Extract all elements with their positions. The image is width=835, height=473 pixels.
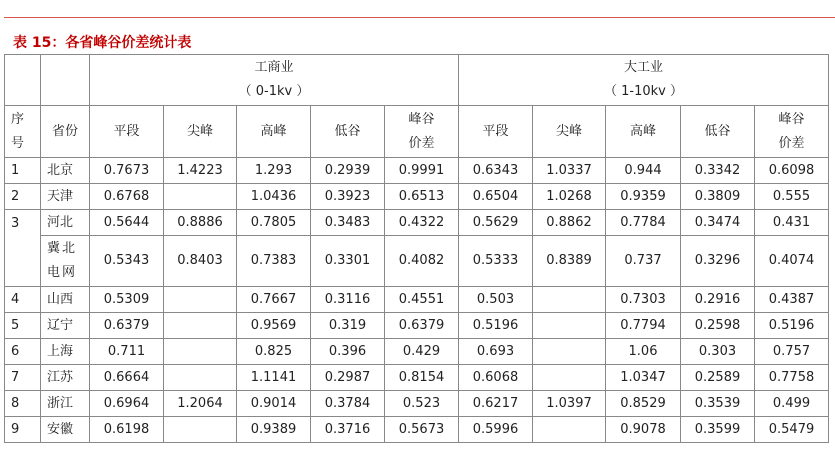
value-cell: 0.7667 bbox=[237, 287, 311, 313]
value-cell: 1.0397 bbox=[533, 391, 606, 417]
value-cell: 0.4387 bbox=[755, 287, 829, 313]
table-row bbox=[5, 391, 829, 417]
row-number: 6 bbox=[5, 339, 41, 365]
value-cell: 0.503 bbox=[459, 287, 533, 313]
value-cell: 1.06 bbox=[606, 339, 681, 365]
table-title: 表 15：各省峰谷价差统计表 bbox=[13, 35, 192, 51]
value-cell: 0.499 bbox=[755, 391, 829, 417]
value-cell: 1.4223 bbox=[164, 158, 237, 184]
header-rule bbox=[4, 17, 835, 18]
value-cell: 0.9991 bbox=[385, 158, 459, 184]
value-cell: 0.2939 bbox=[311, 158, 385, 184]
value-cell: 0.6664 bbox=[90, 365, 164, 391]
value-cell: 0.9359 bbox=[606, 184, 681, 210]
value-cell: 0.2589 bbox=[681, 365, 755, 391]
value-cell: 0.825 bbox=[237, 339, 311, 365]
value-cell bbox=[533, 417, 606, 443]
value-cell: 1.2064 bbox=[164, 391, 237, 417]
value-cell: 0.3599 bbox=[681, 417, 755, 443]
value-cell: 0.8529 bbox=[606, 391, 681, 417]
row-number: 7 bbox=[5, 365, 41, 391]
value-cell: 0.3539 bbox=[681, 391, 755, 417]
province-cell: 浙江 bbox=[41, 391, 90, 417]
header-row-columns bbox=[5, 106, 829, 158]
value-cell: 0.429 bbox=[385, 339, 459, 365]
value-cell: 0.5996 bbox=[459, 417, 533, 443]
col-header-flat: 平段 bbox=[90, 106, 164, 158]
value-cell: 0.737 bbox=[606, 236, 681, 287]
value-cell: 0.5644 bbox=[90, 210, 164, 236]
row-number: 1 bbox=[5, 158, 41, 184]
value-cell: 0.6513 bbox=[385, 184, 459, 210]
province-cell: 安徽 bbox=[41, 417, 90, 443]
group-label: 工商业 bbox=[254, 60, 294, 75]
row-number: 8 bbox=[5, 391, 41, 417]
header-row-groups bbox=[5, 55, 829, 106]
value-cell: 0.5333 bbox=[459, 236, 533, 287]
table-row bbox=[5, 417, 829, 443]
value-cell: 0.5629 bbox=[459, 210, 533, 236]
value-cell: 0.5309 bbox=[90, 287, 164, 313]
province-cell: 天津 bbox=[41, 184, 90, 210]
value-cell: 0.6068 bbox=[459, 365, 533, 391]
value-cell: 0.711 bbox=[90, 339, 164, 365]
value-cell: 0.7758 bbox=[755, 365, 829, 391]
value-cell: 0.6217 bbox=[459, 391, 533, 417]
value-cell: 0.4082 bbox=[385, 236, 459, 287]
value-cell: 0.8403 bbox=[164, 236, 237, 287]
value-cell: 0.5343 bbox=[90, 236, 164, 287]
value-cell: 0.523 bbox=[385, 391, 459, 417]
row-number: 2 bbox=[5, 184, 41, 210]
table-row bbox=[5, 158, 829, 184]
value-cell: 0.6098 bbox=[755, 158, 829, 184]
value-cell: 0.5196 bbox=[755, 313, 829, 339]
table-row bbox=[5, 287, 829, 313]
col-header-sharp-peak: 尖峰 bbox=[164, 106, 237, 158]
value-cell bbox=[164, 417, 237, 443]
col-header-peak: 高峰 bbox=[237, 106, 311, 158]
col-header-no: 序号 bbox=[5, 106, 41, 158]
value-cell: 1.0347 bbox=[606, 365, 681, 391]
value-cell: 0.9569 bbox=[237, 313, 311, 339]
value-cell: 1.0337 bbox=[533, 158, 606, 184]
col-header-sharp-peak: 尖峰 bbox=[533, 106, 606, 158]
blank-cell bbox=[5, 55, 41, 106]
table-row bbox=[5, 236, 829, 287]
value-cell: 0.9389 bbox=[237, 417, 311, 443]
col-header-spread: 峰谷价差 bbox=[385, 106, 459, 158]
value-cell: 0.7303 bbox=[606, 287, 681, 313]
row-number: 3 bbox=[5, 210, 41, 287]
value-cell: 0.7784 bbox=[606, 210, 681, 236]
table-row bbox=[5, 365, 829, 391]
value-cell bbox=[533, 365, 606, 391]
value-cell: 0.5196 bbox=[459, 313, 533, 339]
value-cell: 0.8886 bbox=[164, 210, 237, 236]
value-cell: 0.3809 bbox=[681, 184, 755, 210]
value-cell: 0.3296 bbox=[681, 236, 755, 287]
value-cell bbox=[164, 287, 237, 313]
value-cell: 1.1141 bbox=[237, 365, 311, 391]
value-cell: 0.3483 bbox=[311, 210, 385, 236]
value-cell: 0.2987 bbox=[311, 365, 385, 391]
value-cell: 0.431 bbox=[755, 210, 829, 236]
group-sublabel: （ 0-1kv ） bbox=[238, 84, 310, 99]
value-cell: 0.4074 bbox=[755, 236, 829, 287]
col-header-peak: 高峰 bbox=[606, 106, 681, 158]
value-cell: 0.555 bbox=[755, 184, 829, 210]
table-row bbox=[5, 313, 829, 339]
value-cell bbox=[164, 365, 237, 391]
col-header-province: 省份 bbox=[41, 106, 90, 158]
value-cell: 0.396 bbox=[311, 339, 385, 365]
table-row bbox=[5, 339, 829, 365]
value-cell: 0.319 bbox=[311, 313, 385, 339]
blank-cell bbox=[41, 55, 90, 106]
value-cell: 0.6198 bbox=[90, 417, 164, 443]
province-cell: 冀北电网 bbox=[41, 236, 90, 287]
value-cell: 1.0268 bbox=[533, 184, 606, 210]
value-cell: 0.8154 bbox=[385, 365, 459, 391]
table-row bbox=[5, 184, 829, 210]
value-cell: 0.7383 bbox=[237, 236, 311, 287]
value-cell: 0.7805 bbox=[237, 210, 311, 236]
province-cell: 辽宁 bbox=[41, 313, 90, 339]
value-cell bbox=[533, 313, 606, 339]
value-cell: 0.3923 bbox=[311, 184, 385, 210]
row-number: 5 bbox=[5, 313, 41, 339]
value-cell: 0.3301 bbox=[311, 236, 385, 287]
col-header-valley: 低谷 bbox=[681, 106, 755, 158]
value-cell: 0.757 bbox=[755, 339, 829, 365]
group-sublabel: （ 1-10kv ） bbox=[604, 84, 683, 99]
row-number: 4 bbox=[5, 287, 41, 313]
group-label: 大工业 bbox=[623, 60, 663, 75]
value-cell bbox=[164, 313, 237, 339]
province-cell: 北京 bbox=[41, 158, 90, 184]
col-header-valley: 低谷 bbox=[311, 106, 385, 158]
value-cell: 0.2598 bbox=[681, 313, 755, 339]
value-cell: 0.8389 bbox=[533, 236, 606, 287]
col-header-flat: 平段 bbox=[459, 106, 533, 158]
value-cell: 0.8862 bbox=[533, 210, 606, 236]
value-cell: 0.3784 bbox=[311, 391, 385, 417]
value-cell bbox=[164, 339, 237, 365]
value-cell: 0.7794 bbox=[606, 313, 681, 339]
value-cell: 0.6379 bbox=[90, 313, 164, 339]
value-cell: 0.3116 bbox=[311, 287, 385, 313]
province-cell: 上海 bbox=[41, 339, 90, 365]
group-header-industrial bbox=[459, 55, 829, 106]
price-spread-table bbox=[4, 54, 829, 443]
value-cell bbox=[533, 339, 606, 365]
table-row bbox=[5, 210, 829, 236]
value-cell: 0.3342 bbox=[681, 158, 755, 184]
value-cell: 0.6343 bbox=[459, 158, 533, 184]
col-header-spread: 峰谷价差 bbox=[755, 106, 829, 158]
value-cell: 0.4551 bbox=[385, 287, 459, 313]
province-cell: 河北 bbox=[41, 210, 90, 236]
value-cell: 0.5673 bbox=[385, 417, 459, 443]
value-cell: 0.3716 bbox=[311, 417, 385, 443]
value-cell: 0.6964 bbox=[90, 391, 164, 417]
value-cell bbox=[533, 287, 606, 313]
group-header-commercial bbox=[90, 55, 459, 106]
value-cell: 0.693 bbox=[459, 339, 533, 365]
value-cell: 0.3474 bbox=[681, 210, 755, 236]
value-cell: 0.6768 bbox=[90, 184, 164, 210]
row-number: 9 bbox=[5, 417, 41, 443]
value-cell: 0.2916 bbox=[681, 287, 755, 313]
value-cell: 0.4322 bbox=[385, 210, 459, 236]
value-cell bbox=[164, 184, 237, 210]
value-cell: 0.7673 bbox=[90, 158, 164, 184]
value-cell: 0.303 bbox=[681, 339, 755, 365]
value-cell: 1.293 bbox=[237, 158, 311, 184]
value-cell: 1.0436 bbox=[237, 184, 311, 210]
value-cell: 0.6379 bbox=[385, 313, 459, 339]
value-cell: 0.944 bbox=[606, 158, 681, 184]
value-cell: 0.9014 bbox=[237, 391, 311, 417]
value-cell: 0.6504 bbox=[459, 184, 533, 210]
province-cell: 山西 bbox=[41, 287, 90, 313]
value-cell: 0.9078 bbox=[606, 417, 681, 443]
province-cell: 江苏 bbox=[41, 365, 90, 391]
value-cell: 0.5479 bbox=[755, 417, 829, 443]
